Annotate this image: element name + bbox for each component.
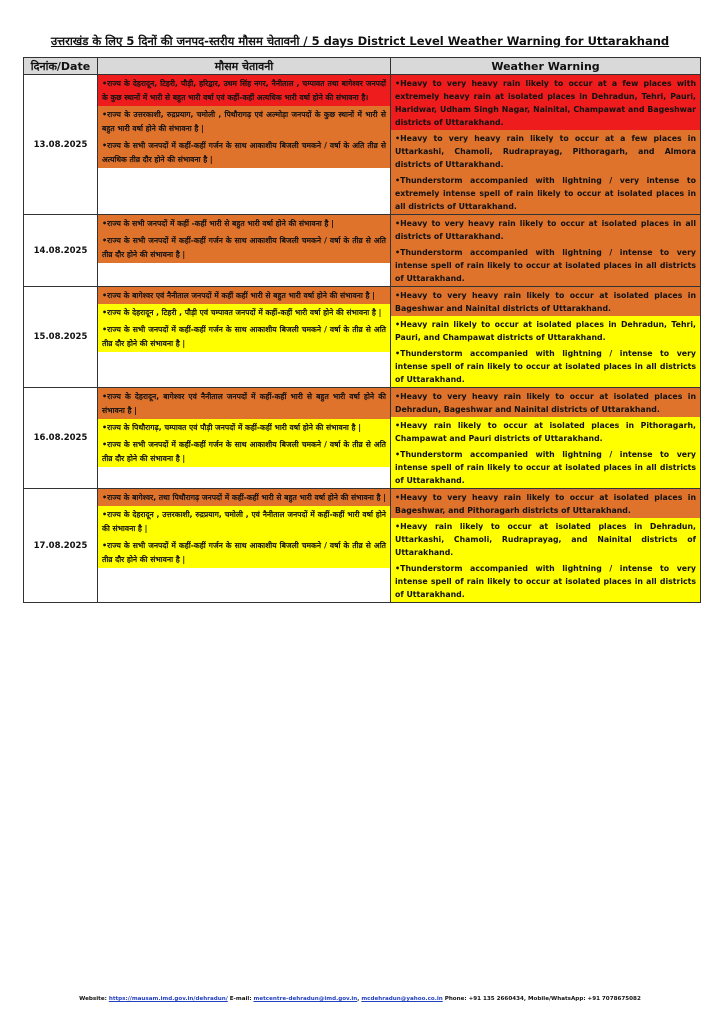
hindi-warning-item	[98, 304, 390, 321]
bullet-icon: •	[395, 79, 401, 88]
english-warning-item	[391, 518, 700, 560]
date-cell: 15.08.2025	[24, 287, 98, 388]
english-warning-item	[391, 417, 700, 446]
bullet-icon: •	[395, 219, 401, 228]
hindi-warning-text: राज्य के सभी जनपदों में कहीं -कहीं भारी से बहुत भारी वर्षा होने की संभावना है |	[107, 219, 334, 228]
bullet-icon: •	[102, 308, 108, 317]
hindi-warning-item	[98, 506, 390, 537]
footer-phone: Phone: +91 135 2660434, Mobile/WhatsApp: +91 7078675082	[444, 996, 641, 1002]
hindi-warning-column-header: मौसम चेतावनी	[98, 58, 391, 75]
hindi-warning-item	[98, 137, 390, 168]
date-column-header: दिनांक/Date	[24, 58, 98, 75]
bullet-icon: •	[102, 325, 108, 334]
bullet-icon: •	[102, 510, 108, 519]
english-warning-item	[391, 172, 700, 214]
table-row	[24, 215, 701, 287]
bullet-icon: •	[395, 392, 401, 401]
english-warning-text: Heavy rain likely to occur at isolated places in Pithoragarh, Champawat and Pauri districts of Uttarakhand.	[395, 421, 696, 443]
english-warning-text: Heavy to very heavy rain likely to occur at isolated places in Bageshwar, and Pithoragarh districts of Uttarakhand.	[395, 493, 696, 515]
hindi-warning-text: राज्य के देहरादून , टिहरी , पौड़ी एवं चम्पावत जनपदों में कहीं-कहीं भारी वर्षा होने की संभावना है |	[107, 308, 382, 317]
hindi-warning-cell	[98, 287, 391, 388]
table-row	[24, 489, 701, 603]
english-warning-item	[391, 75, 700, 130]
english-warning-text: Thunderstorm accompanied with lightning / intense to very intense spell of rain likely to occur at isolated places in all districts of Uttarakhand.	[395, 450, 696, 485]
bullet-icon: •	[395, 320, 401, 329]
table-row	[24, 75, 701, 215]
hindi-warning-item	[98, 75, 390, 106]
english-warning-text: Heavy to very heavy rain likely to occur at a few places in Uttarkashi, Chamoli, Rudraprayag, Pithoragarh, and Almora districts of Uttarakhand.	[395, 134, 696, 169]
bullet-icon: •	[102, 236, 108, 245]
hindi-warning-text: राज्य के सभी जनपदों में कहीं-कहीं गर्जन के साथ आकाशीय बिजली चमकने / वर्षा के तीव्र से अति तीव्र दौर होने की संभावना है |	[102, 325, 386, 348]
english-warning-item	[391, 130, 700, 172]
footer-website-link[interactable]: https://mausam.imd.gov.in/dehradun/	[108, 996, 228, 1002]
footer-email-label: E-mail:	[229, 996, 252, 1002]
page-title: उत्तराखंड के लिए 5 दिनों की जनपद-स्तरीय मौसम चेतावनी / 5 days District Level Weather Warning for Uttarakhand	[50, 34, 670, 48]
english-warning-text: Heavy to very heavy rain likely to occur at isolated places in all districts of Uttarakhand.	[395, 219, 696, 241]
bullet-icon: •	[102, 440, 108, 449]
bullet-icon: •	[395, 291, 401, 300]
bullet-icon: •	[102, 392, 108, 401]
bullet-icon: •	[395, 421, 401, 430]
hindi-warning-item	[98, 489, 390, 506]
table-row	[24, 388, 701, 489]
bullet-icon: •	[102, 423, 108, 432]
hindi-warning-item	[98, 436, 390, 467]
english-warning-item	[391, 345, 700, 387]
bullet-icon: •	[102, 110, 108, 119]
english-warning-text: Heavy to very heavy rain likely to occur at isolated places in Bageshwar and Nainital districts of Uttarakhand.	[395, 291, 696, 313]
hindi-warning-text: राज्य के देहरादून, बागेश्वर एवं नैनीताल जनपदों में कहीं-कहीं भारी से बहुत भारी वर्षा होने की संभावना है |	[102, 392, 386, 415]
english-warning-item	[391, 446, 700, 488]
hindi-warning-text: राज्य के सभी जनपदों में कहीं-कहीं गर्जन के साथ आकाशीय बिजली चमकने / वर्षा के तीव्र से अति तीव्र दौर होने की संभावना है |	[102, 236, 386, 259]
bullet-icon: •	[395, 134, 401, 143]
bullet-icon: •	[395, 176, 401, 185]
hindi-warning-item	[98, 388, 390, 419]
hindi-warning-item	[98, 321, 390, 352]
bullet-icon: •	[102, 541, 108, 550]
hindi-warning-cell	[98, 489, 391, 603]
hindi-warning-text: राज्य के सभी जनपदों में कहीं-कहीं गर्जन के साथ आकाशीय बिजली चमकने / वर्षा के तीव्र से अति तीव्र दौर होने की संभावना है |	[102, 440, 386, 463]
english-warning-cell	[391, 388, 701, 489]
english-warning-item	[391, 244, 700, 286]
hindi-warning-text: राज्य के उत्तरकाशी, रुद्रप्रयाग, चमोली , पिथौरागढ़ एवं अल्मोड़ा जनपदों के कुछ स्थानों में भारी से बहुत भारी वर्षा होने की संभावना है |	[102, 110, 386, 133]
footer-email-link-2[interactable]: mcdehradun@yahoo.co.in	[361, 996, 443, 1002]
english-warning-cell	[391, 287, 701, 388]
hindi-warning-text: राज्य के पिथौरागढ़, चम्पावत एवं पौड़ी जनपदों में कहीं-कहीं भारी वर्षा होने की संभावना है |	[107, 423, 361, 432]
hindi-warning-text: राज्य के देहरादून , उत्तरकाशी, रुद्रप्रयाग, चमोली , एवं नैनीताल जनपदों में कहीं-कहीं भारी वर्षा होने की संभावना है |	[102, 510, 386, 533]
english-warning-text: Thunderstorm accompanied with lightning / intense to very intense spell of rain likely to occur at isolated places in all districts of Uttarakhand.	[395, 248, 696, 283]
bullet-icon: •	[102, 493, 108, 502]
english-warning-cell	[391, 489, 701, 603]
date-cell: 16.08.2025	[24, 388, 98, 489]
date-cell: 17.08.2025	[24, 489, 98, 603]
hindi-warning-text: राज्य के बागेश्वर, तथा पिथौरागढ़ जनपदों में कहीं-कहीं भारी से बहुत भारी वर्षा होने की संभावना है |	[107, 493, 386, 502]
date-cell: 13.08.2025	[24, 75, 98, 215]
table-header-row	[24, 58, 701, 75]
hindi-warning-text: राज्य के सभी जनपदों में कहीं-कहीं गर्जन के साथ आकाशीय बिजली चमकने / वर्षा के अति तीव्र से अत्यधिक तीव्र दौर होने की संभावना है |	[102, 141, 386, 164]
warning-table	[23, 57, 701, 603]
hindi-warning-text: राज्य के सभी जनपदों में कहीं-कहीं गर्जन के साथ आकाशीय बिजली चमकने / वर्षा के तीव्र से अति तीव्र दौर होने की संभावना है |	[102, 541, 386, 564]
bullet-icon: •	[395, 493, 401, 502]
english-warning-item	[391, 560, 700, 602]
hindi-warning-text: राज्य के देहरादून, टिहरी, पौड़ी, हरिद्वार, उधम सिंह नगर, नैनीताल , चम्पावत तथा बागेश्वर जनपदों के कुछ स्थानों में भारी से बहुत भारी वर्षा एवं कहीं-कहीं अत्यधिक भारी वर्षा होने की संभावना है।	[102, 79, 386, 102]
english-warning-cell	[391, 215, 701, 287]
hindi-warning-item	[98, 215, 390, 232]
hindi-warning-item	[98, 537, 390, 568]
english-warning-item	[391, 316, 700, 345]
english-warning-text: Thunderstorm accompanied with lightning / intense to very intense spell of rain likely to occur at isolated places in all districts of Uttarakhand.	[395, 564, 696, 599]
english-warning-text: Thunderstorm accompanied with lightning / very intense to extremely intense spell of rain likely to occur at isolated places in all districts of Uttarakhand.	[395, 176, 696, 211]
hindi-warning-item	[98, 419, 390, 436]
english-warning-item	[391, 215, 700, 244]
hindi-warning-cell	[98, 388, 391, 489]
hindi-warning-item	[98, 106, 390, 137]
bullet-icon: •	[102, 291, 108, 300]
bullet-icon: •	[395, 349, 401, 358]
hindi-warning-item	[98, 287, 390, 304]
english-warning-text: Heavy to very heavy rain likely to occur at isolated places in Dehradun, Bageshwar and Nainital districts of Uttarakhand.	[395, 392, 696, 414]
english-warning-column-header: Weather Warning	[391, 58, 701, 75]
english-warning-text: Heavy to very heavy rain likely to occur at a few places with extremely heavy rain at isolated places in Dehradun, Tehri, Pauri, Haridwar, Udham Singh Nagar, Nainital, Champawat and Bageshwar districts of Uttarakhand.	[395, 79, 696, 127]
hindi-warning-item	[98, 232, 390, 263]
footer-website-label: Website:	[79, 996, 107, 1002]
english-warning-item	[391, 287, 700, 316]
table-row	[24, 287, 701, 388]
bullet-icon: •	[102, 219, 108, 228]
english-warning-text: Heavy rain likely to occur at isolated places in Dehradun, Uttarkashi, Chamoli, Rudraprayag, and Nainital districts of Uttarakhand.	[395, 522, 696, 557]
hindi-warning-cell	[98, 75, 391, 215]
bullet-icon: •	[395, 248, 401, 257]
hindi-warning-text: राज्य के बागेश्वर एवं नैनीताल जनपदों में कहीं कहीं भारी से बहुत भारी वर्षा होने की संभावना है |	[107, 291, 375, 300]
bullet-icon: •	[102, 79, 108, 88]
footer: Website: https://mausam.imd.gov.in/dehradun/ E-mail: metcentre-dehradun@imd.gov.in, mcdehradun@yahoo.co.in Phone: +91 135 2660434, Mobile/WhatsApp: +91 7078675082	[79, 996, 641, 1002]
hindi-warning-cell	[98, 215, 391, 287]
english-warning-item	[391, 489, 700, 518]
bullet-icon: •	[395, 522, 401, 531]
footer-email-link-1[interactable]: metcentre-dehradun@imd.gov.in	[253, 996, 358, 1002]
english-warning-item	[391, 388, 700, 417]
english-warning-cell	[391, 75, 701, 215]
english-warning-text: Heavy rain likely to occur at isolated places in Dehradun, Tehri, Pauri, and Champawat districts of Uttarakhand.	[395, 320, 696, 342]
bullet-icon: •	[395, 564, 401, 573]
bullet-icon: •	[102, 141, 108, 150]
bullet-icon: •	[395, 450, 401, 459]
date-cell: 14.08.2025	[24, 215, 98, 287]
warning-table-body	[24, 75, 701, 603]
english-warning-text: Thunderstorm accompanied with lightning / intense to very intense spell of rain likely to occur at isolated places in all districts of Uttarakhand.	[395, 349, 696, 384]
